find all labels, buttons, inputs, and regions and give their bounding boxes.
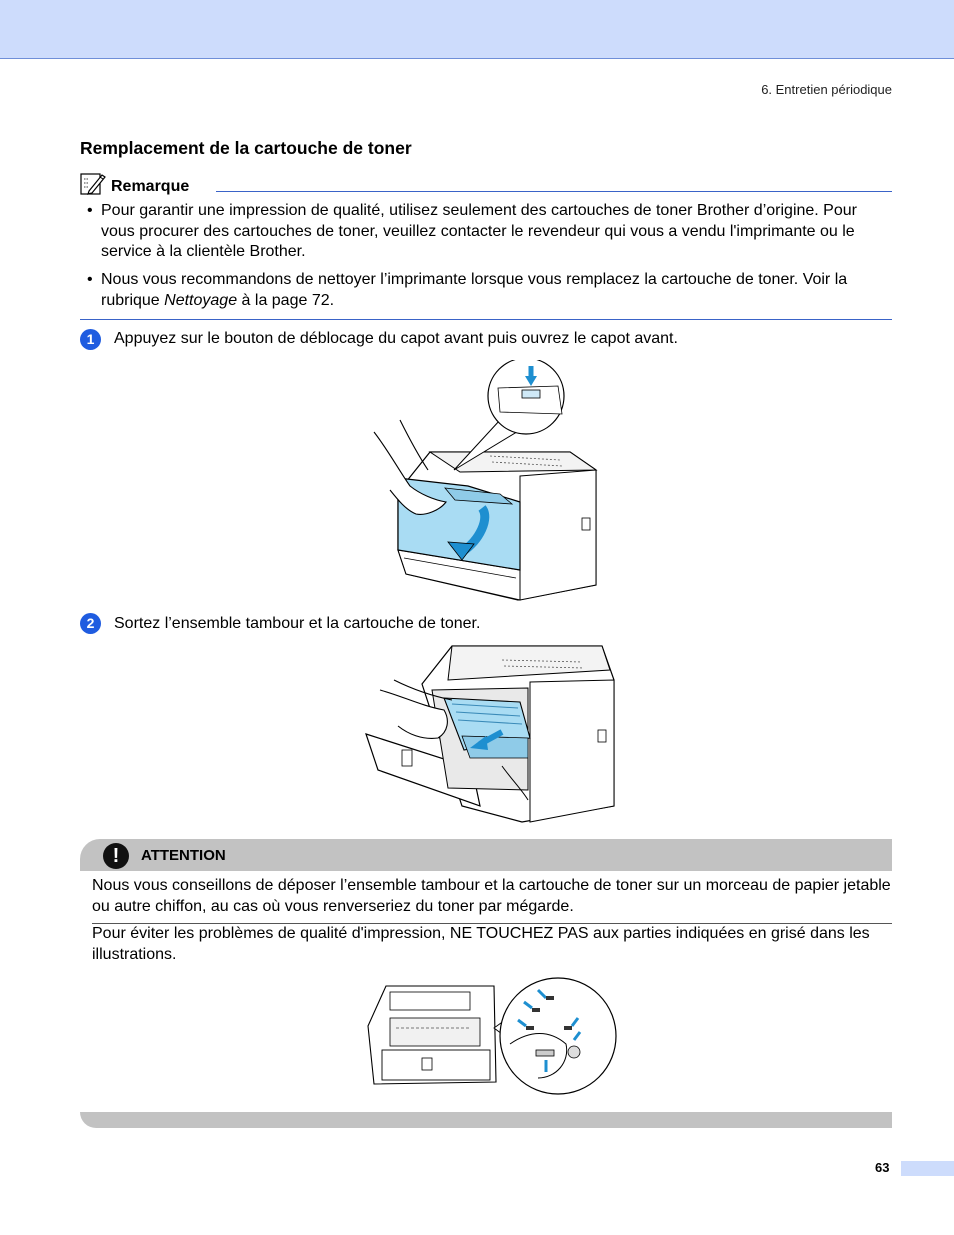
illustration-do-not-touch — [360, 966, 622, 1098]
illustration-remove-drum-toner — [352, 640, 616, 826]
page-number: 63 — [875, 1160, 890, 1175]
page-number-tab — [901, 1161, 954, 1176]
link-nettoyage: Nettoyage — [164, 291, 238, 309]
note-end-divider — [80, 319, 892, 320]
caution-paragraph-2: Pour éviter les problèmes de qualité d'impression, NE TOUCHEZ PAS aux parties indiquées en grisé dans les illustrations. — [92, 925, 870, 963]
bullet-marker: • — [87, 271, 93, 288]
step-number-2: 2 — [80, 613, 101, 634]
illustration-open-front-cover — [370, 360, 602, 606]
section-title: Remplacement de la cartouche de toner — [80, 138, 412, 158]
note-bullet-2: Nous vous recommandons de nettoyer l’imprimante lorsque vous remplacez la cartouche de toner. Voir la rubrique Nettoyage à la page 72. — [101, 271, 848, 309]
chapter-title: 6. Entretien périodique — [761, 82, 892, 97]
note-bullet-1: Pour garantir une impression de qualité, utilisez seulement des cartouches de toner Brother d’origine. Pour vous procurer des cartouches de toner, veuillez contacter le revendeur qui vous a vendu l'imprimante ou le service à la clientèle Brother. — [101, 202, 857, 260]
step-number-1: 1 — [80, 329, 101, 350]
note-divider — [216, 191, 892, 192]
header-band — [0, 0, 954, 59]
bullet-marker: • — [87, 202, 93, 219]
caution-end-bar — [80, 1112, 892, 1128]
caution-label: ATTENTION — [141, 847, 226, 864]
step-text-1: Appuyez sur le bouton de déblocage du capot avant puis ouvrez le capot avant. — [114, 330, 678, 347]
note-pencil-icon — [80, 172, 106, 196]
step-text-2: Sortez l’ensemble tambour et la cartouche de toner. — [114, 615, 481, 632]
note-label: Remarque — [111, 178, 190, 195]
caution-paragraph-1: Nous vous conseillons de déposer l’ensemble tambour et la cartouche de toner sur un morceau de papier jetable ou autre chiffon, au cas où vous renverseriez du toner par mégarde. — [92, 877, 891, 915]
exclamation-icon: ! — [103, 843, 129, 869]
